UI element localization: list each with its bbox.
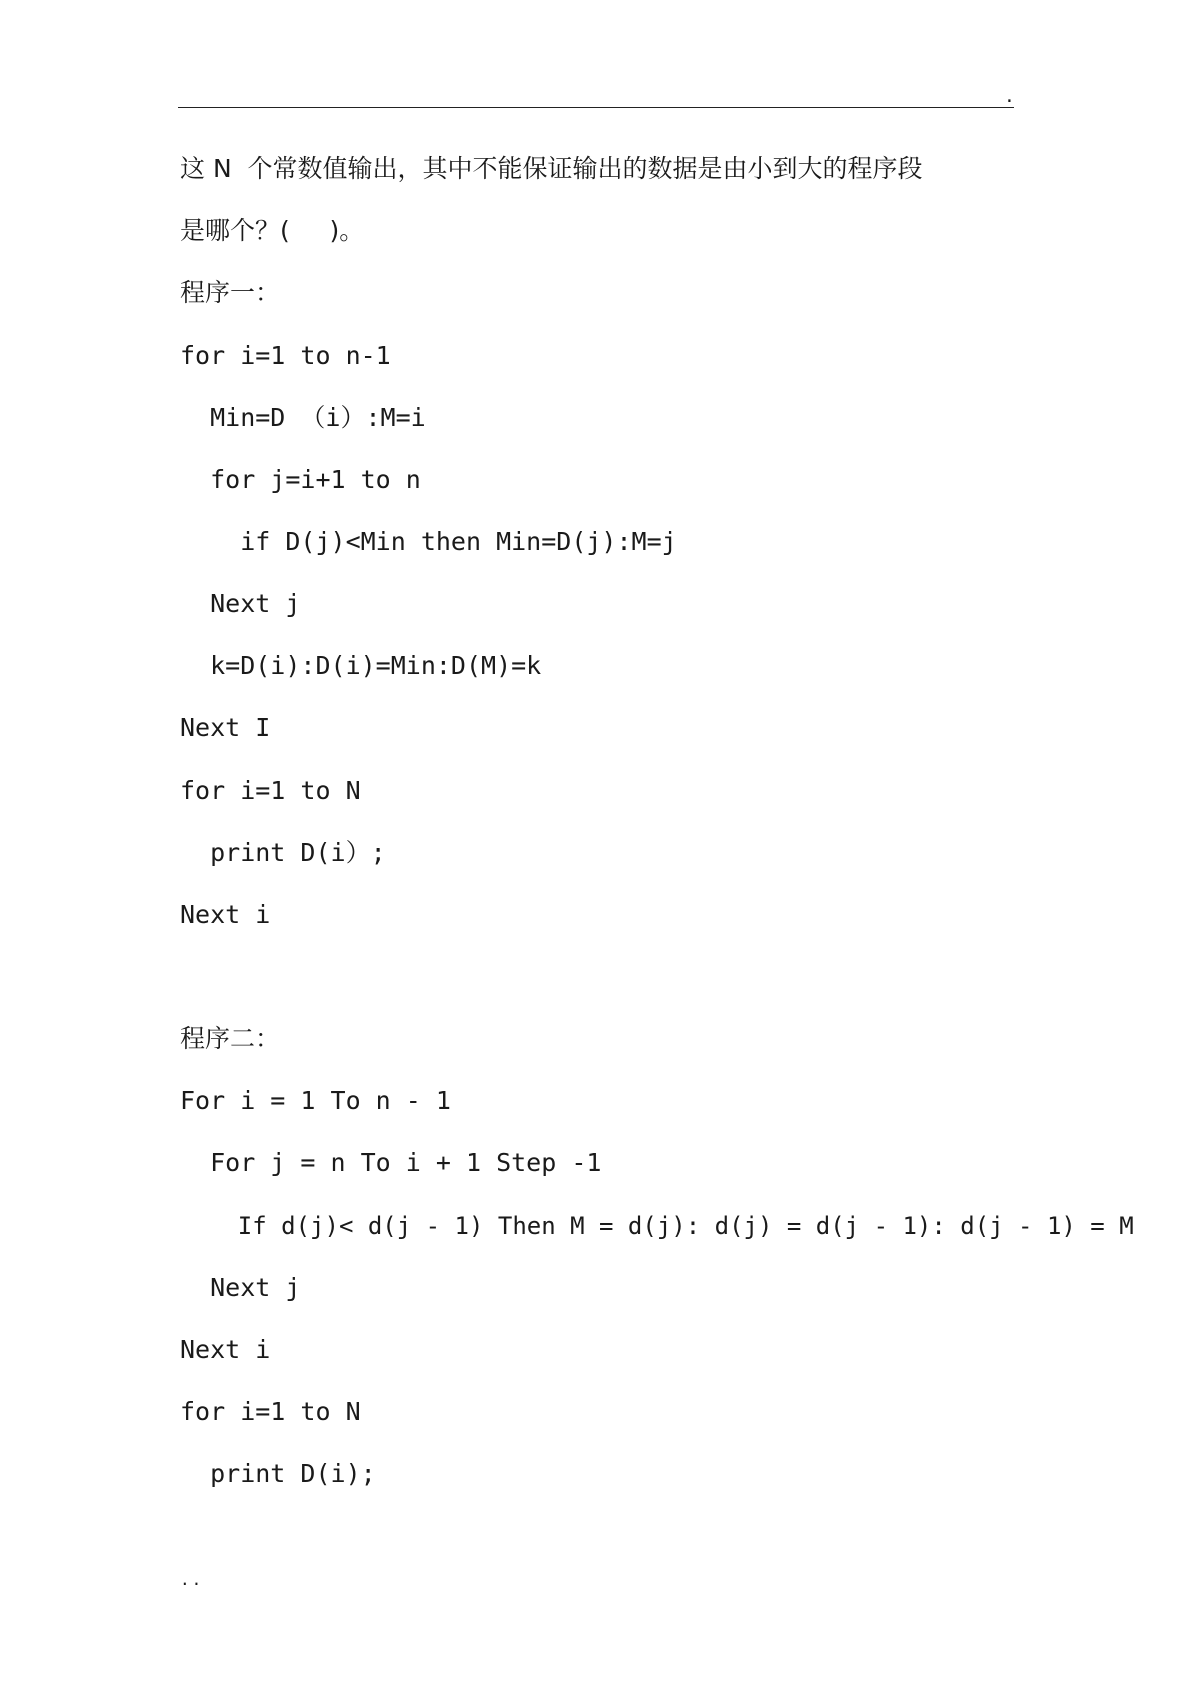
code-line: for i=1 to n-1 (180, 341, 391, 370)
code-line: print D(i）; (180, 838, 386, 867)
question-text-line-1: 这 N 个常数值输出，其中不能保证输出的数据是由小到大的程序段 (180, 154, 923, 183)
code-line: Next j (180, 1273, 301, 1302)
header-rule (178, 107, 1014, 108)
footer-page-mark: .. (180, 1570, 204, 1589)
code-line: Next i (180, 1335, 271, 1364)
header-corner-mark: . (1004, 86, 1015, 107)
code-line: For j = n To i + 1 Step -1 (180, 1148, 602, 1177)
question-text-line-2: 是哪个？( )。 (180, 216, 365, 245)
code-line: Next i (180, 900, 271, 929)
code-line: k=D(i):D(i)=Min:D(M)=k (180, 651, 542, 680)
code-line: for j=i+1 to n (180, 465, 421, 494)
code-line: Next I (180, 713, 271, 742)
code-line: if D(j)<Min then Min=D(j):M=j (180, 527, 677, 556)
code-line: for i=1 to N (180, 1397, 361, 1426)
code-line: for i=1 to N (180, 776, 361, 805)
code-line: For i = 1 To n - 1 (180, 1086, 451, 1115)
code-line: print D(i); (180, 1459, 376, 1488)
code-line: Min=D （i）:M=i (180, 403, 426, 432)
program-two-title: 程序二： (180, 1024, 281, 1053)
code-line: Next j (180, 589, 301, 618)
program-one-title: 程序一： (180, 278, 281, 307)
code-line: If d(j)< d(j - 1) Then M = d(j): d(j) = d(j - 1): d(j - 1) = M (180, 1212, 1134, 1240)
